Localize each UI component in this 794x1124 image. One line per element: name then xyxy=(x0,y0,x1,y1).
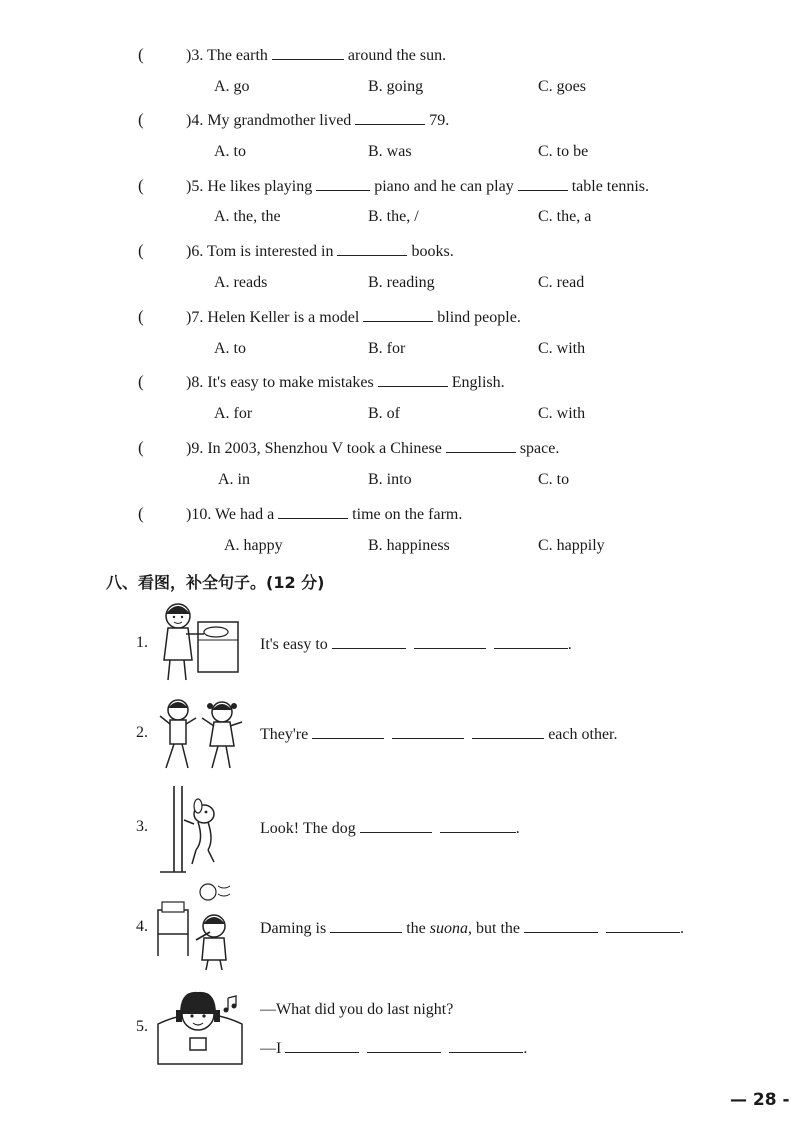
option-b: B. of xyxy=(368,405,400,422)
option-a: A. to xyxy=(214,340,246,357)
question-text: space. xyxy=(519,440,560,457)
answer-blank[interactable] xyxy=(367,1038,441,1053)
question-6 xyxy=(186,241,454,261)
option-c: C. to be xyxy=(538,143,589,160)
question-text: We had a xyxy=(215,506,275,523)
sentence-text: —I xyxy=(260,1040,282,1057)
option-b: B. for xyxy=(368,340,406,357)
sentence-text: It's easy to xyxy=(260,636,328,653)
option-b: B. going xyxy=(368,78,424,95)
answer-blank[interactable] xyxy=(363,307,433,322)
option-a: A. the, the xyxy=(214,208,281,225)
picture-question-5: —What did you do last night? xyxy=(260,1001,454,1018)
question-10 xyxy=(186,504,462,524)
option-a: A. go xyxy=(214,78,250,95)
sentence-end: . xyxy=(515,820,520,837)
sentence-end: each other. xyxy=(548,726,618,743)
question-text: books. xyxy=(411,243,454,260)
question-text: English. xyxy=(451,374,505,391)
page-number: — 28 - xyxy=(730,1090,790,1110)
answer-paren: ( xyxy=(138,110,144,129)
answer-paren: ( xyxy=(138,241,144,260)
answer-blank[interactable] xyxy=(446,438,516,453)
question-9 xyxy=(186,438,559,458)
question-text: around the sun. xyxy=(347,47,447,64)
option-a: A. in xyxy=(218,471,250,488)
question-text: It's easy to make mistakes xyxy=(207,374,374,391)
sentence-text: the xyxy=(406,920,426,937)
picture-number: 5. xyxy=(136,1018,148,1035)
option-c: C. goes xyxy=(538,78,586,95)
answer-paren: ( xyxy=(138,504,144,523)
option-a: A. to xyxy=(214,143,246,160)
picture-sentence-4 xyxy=(260,918,684,938)
answer-paren: ( xyxy=(138,307,144,326)
answer-paren: ( xyxy=(138,176,144,195)
option-b: B. was xyxy=(368,143,412,160)
question-number: )8. xyxy=(186,374,204,391)
sentence-text: Look! The dog xyxy=(260,820,356,837)
sentence-text: , but the xyxy=(468,920,520,937)
girl-with-headphones-illustration xyxy=(154,984,246,1068)
picture-answer-5 xyxy=(260,1038,527,1058)
two-kids-illustration xyxy=(158,696,244,772)
answer-blank[interactable] xyxy=(440,818,516,833)
answer-blank[interactable] xyxy=(332,634,406,649)
answer-blank[interactable] xyxy=(360,818,432,833)
option-c: C. to xyxy=(538,471,570,488)
question-text: time on the farm. xyxy=(352,506,463,523)
answer-blank[interactable] xyxy=(414,634,486,649)
question-4 xyxy=(186,110,449,130)
question-number: )9. xyxy=(186,440,204,457)
sentence-text: They're xyxy=(260,726,309,743)
answer-blank[interactable] xyxy=(312,724,384,739)
option-c: C. read xyxy=(538,274,585,291)
question-text: blind people. xyxy=(437,309,521,326)
question-5 xyxy=(186,176,649,196)
answer-blank[interactable] xyxy=(606,918,680,933)
question-text: Helen Keller is a model xyxy=(207,309,360,326)
picture-sentence-3 xyxy=(260,818,520,838)
question-number: )3. xyxy=(186,47,204,64)
option-c: C. with xyxy=(538,405,586,422)
option-c: C. the, a xyxy=(538,208,592,225)
sentence-end: . xyxy=(680,920,684,937)
answer-paren: ( xyxy=(138,45,144,64)
option-b: B. reading xyxy=(368,274,435,291)
answer-blank[interactable] xyxy=(355,110,425,125)
option-a: A. reads xyxy=(214,274,268,291)
answer-blank[interactable] xyxy=(278,504,348,519)
answer-blank[interactable] xyxy=(392,724,464,739)
answer-blank[interactable] xyxy=(285,1038,359,1053)
option-c: C. with xyxy=(538,340,586,357)
question-text: He likes playing xyxy=(207,178,313,195)
option-a: A. happy xyxy=(224,537,283,554)
answer-blank[interactable] xyxy=(330,918,402,933)
sentence-end: . xyxy=(523,1040,528,1057)
question-text: piano and he can play xyxy=(374,178,514,195)
answer-blank[interactable] xyxy=(316,176,370,191)
answer-paren: ( xyxy=(138,372,144,391)
answer-blank[interactable] xyxy=(472,724,544,739)
question-number: )6. xyxy=(186,243,204,260)
option-b: B. the, / xyxy=(368,208,419,225)
picture-sentence-2 xyxy=(260,724,617,744)
answer-blank[interactable] xyxy=(337,241,407,256)
answer-blank[interactable] xyxy=(272,45,344,60)
question-3 xyxy=(186,45,446,65)
answer-blank[interactable] xyxy=(449,1038,523,1053)
question-number: )10. xyxy=(186,506,212,523)
question-text: table tennis. xyxy=(571,178,650,195)
answer-blank[interactable] xyxy=(518,176,568,191)
question-text: The earth xyxy=(207,47,268,64)
sentence-text: Daming is xyxy=(260,920,327,937)
question-7 xyxy=(186,307,521,327)
answer-blank[interactable] xyxy=(378,372,448,387)
question-number: )5. xyxy=(186,178,204,195)
picture-number: 4. xyxy=(136,918,148,935)
picture-number: 3. xyxy=(136,818,148,835)
girl-cooking-illustration xyxy=(154,600,240,682)
option-b: B. happiness xyxy=(368,537,450,554)
question-text: In 2003, Shenzhou V took a Chinese xyxy=(207,440,442,457)
option-a: A. for xyxy=(214,405,253,422)
dog-at-door-illustration xyxy=(156,784,226,874)
question-text: My grandmother lived xyxy=(207,112,352,129)
option-c: C. happily xyxy=(538,537,605,554)
answer-paren: ( xyxy=(138,438,144,457)
option-b: B. into xyxy=(368,471,412,488)
picture-number: 1. xyxy=(136,634,148,651)
answer-blank[interactable] xyxy=(524,918,598,933)
question-text: 79. xyxy=(429,112,450,129)
picture-sentence-1 xyxy=(260,634,572,654)
sentence-end: . xyxy=(567,636,572,653)
question-number: )4. xyxy=(186,112,204,129)
question-8 xyxy=(186,372,505,392)
question-number: )7. xyxy=(186,309,204,326)
question-text: Tom is interested in xyxy=(207,243,334,260)
answer-blank[interactable] xyxy=(494,634,568,649)
boy-playing-suona-illustration xyxy=(154,882,238,972)
picture-number: 2. xyxy=(136,724,148,741)
sentence-italic-word: suona xyxy=(429,920,468,937)
section-title: 八、看图，补全句子。(12 分) xyxy=(106,573,325,592)
